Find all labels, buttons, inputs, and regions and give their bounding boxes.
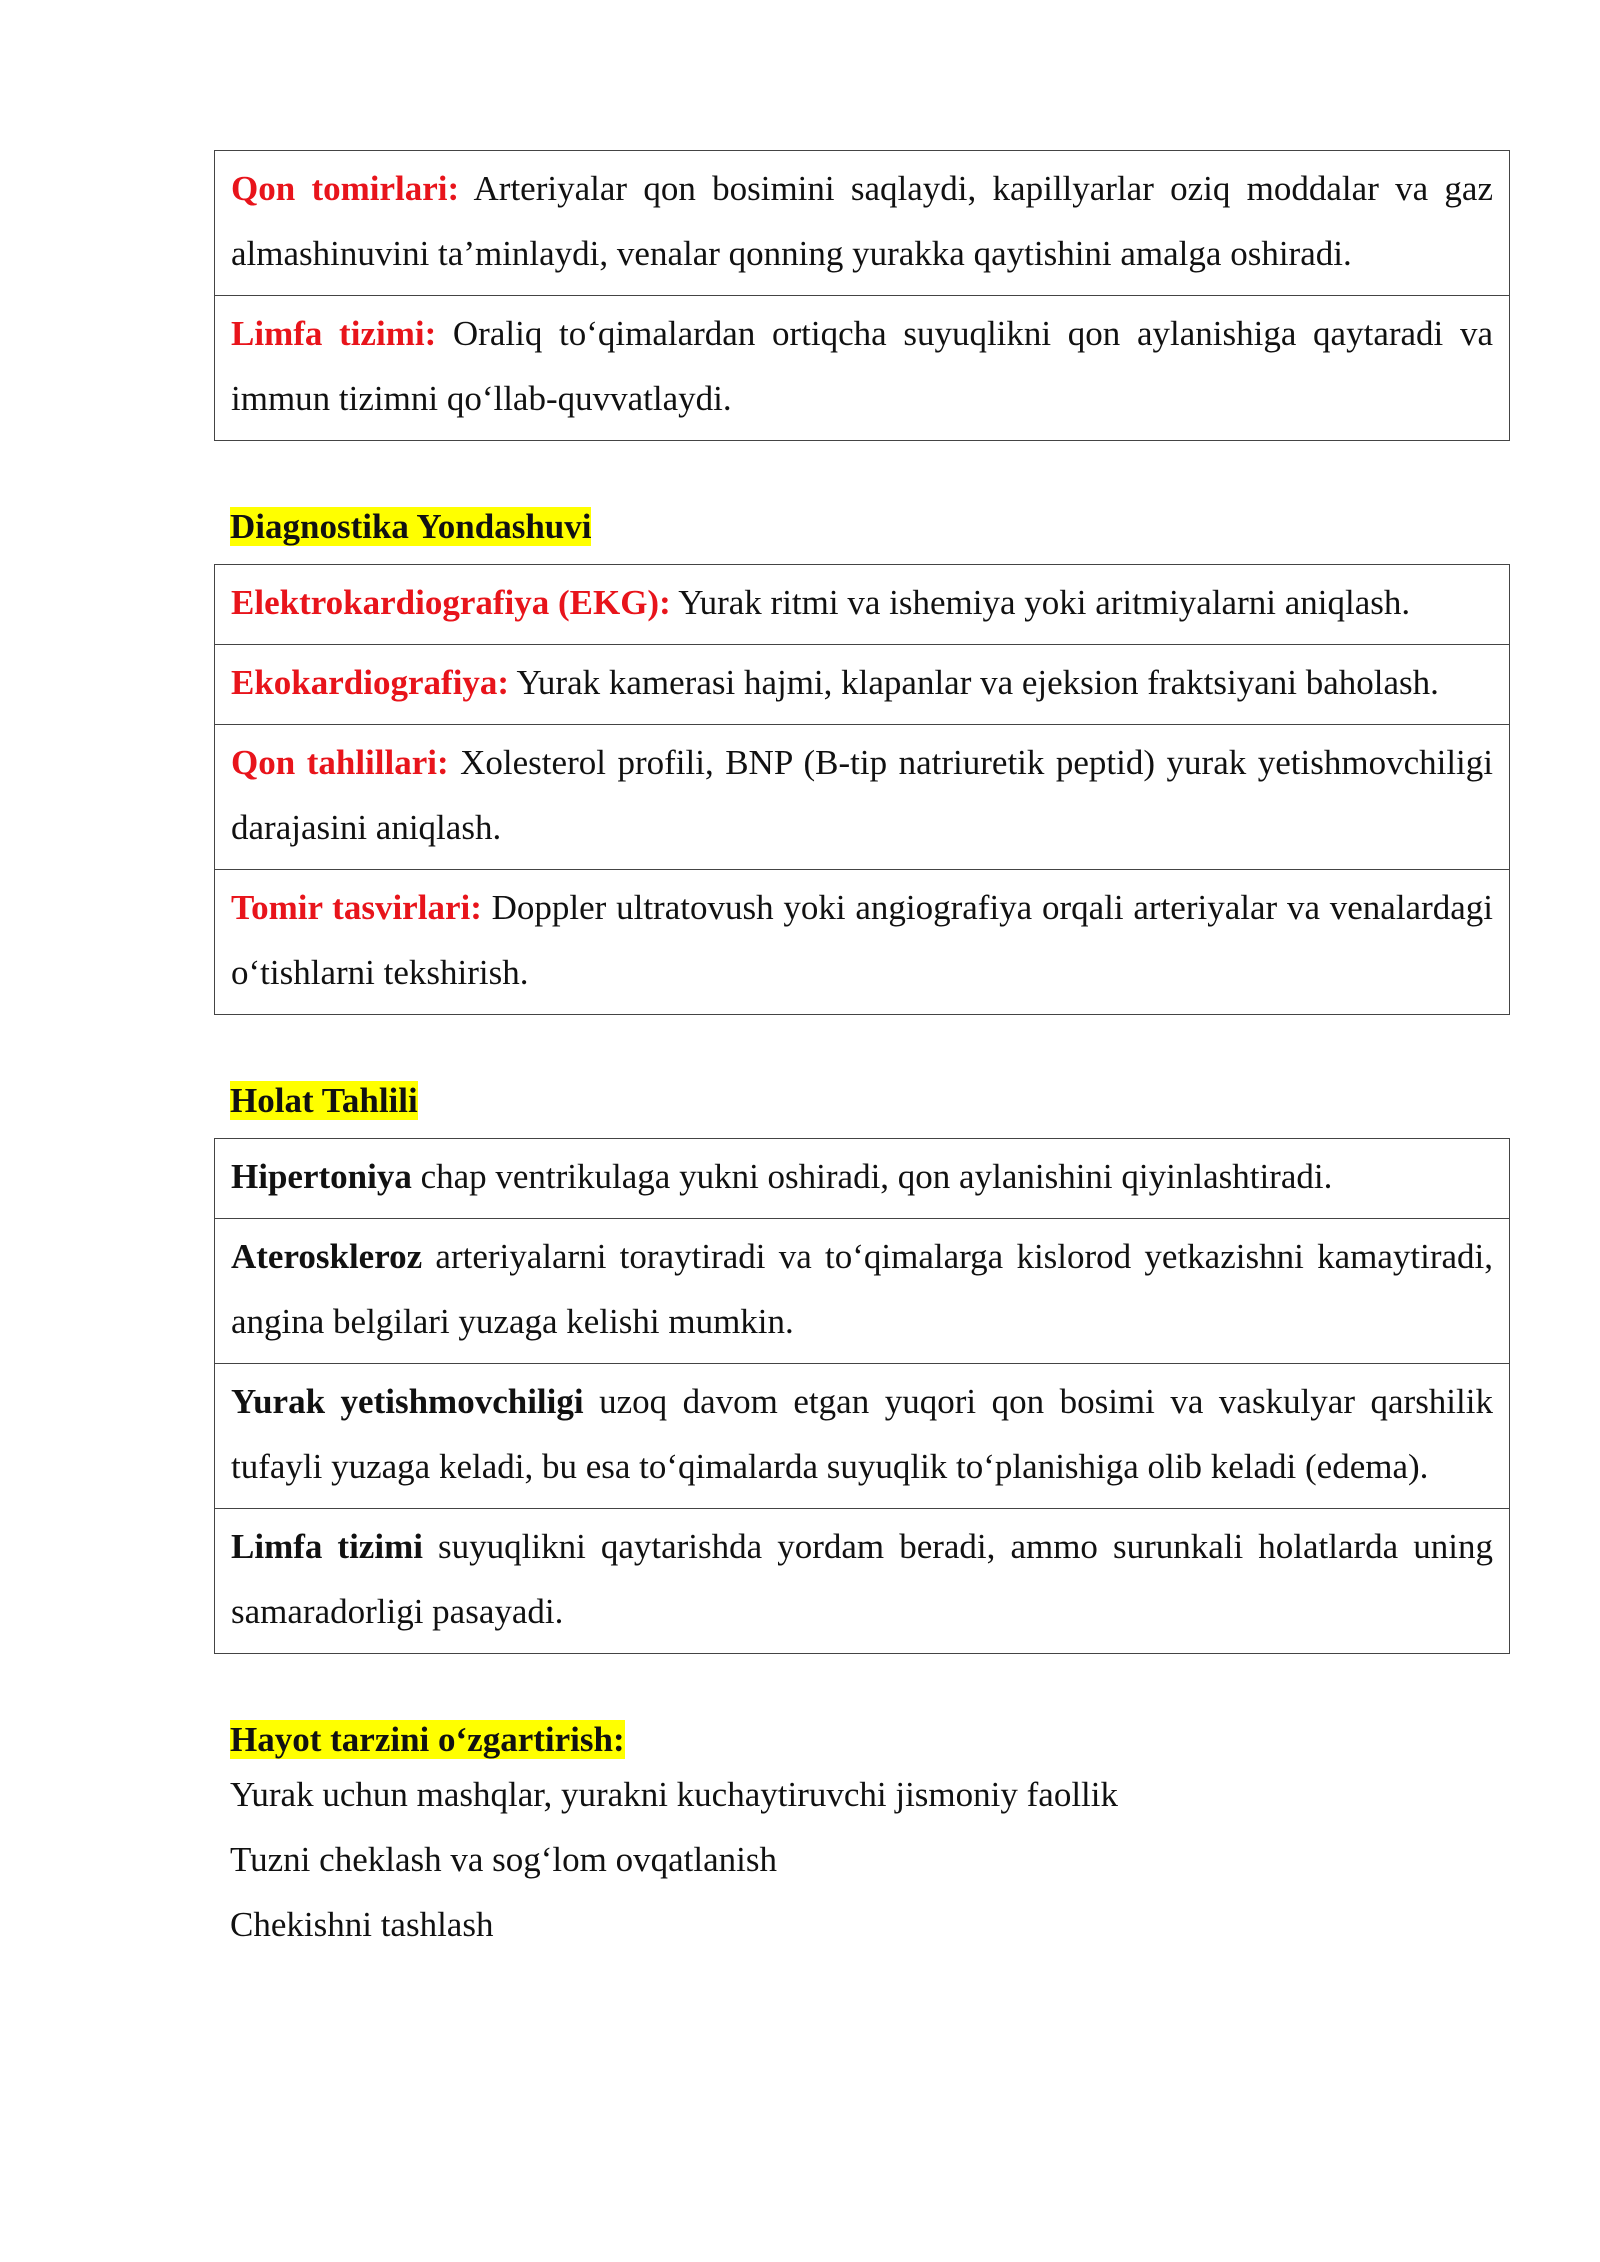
table-row [215, 644, 1509, 724]
row-text: suyuqlikni qaytarishda yordam beradi, ammo surunkali holatlarda uning samaradorligi pasayadi. [231, 1527, 1493, 1631]
row-text: Arteriyalar qon bosimini saqlaydi, kapillyarlar oziq moddalar va gaz almashinuvini ta’minlaydi, venalar qonning yurakka qaytishini amalga oshiradi. [231, 169, 1494, 273]
row-label: Ateroskleroz [231, 1237, 423, 1276]
row-label: Limfa tizimi: [231, 314, 437, 353]
row-label: Qon tahlillari: [231, 743, 449, 782]
table-row [215, 1363, 1509, 1508]
row-label: Limfa tizimi [231, 1527, 423, 1566]
row-label: Hipertoniya [231, 1157, 412, 1196]
list-item: Chekishni tashlash [230, 1905, 494, 1944]
row-text: Xolesterol profili, BNP (B-tip natriuretik peptid) yurak yetishmovchiligi darajasini aniqlash. [231, 743, 1494, 847]
table-row [215, 151, 1509, 295]
row-label: Yurak yetishmovchiligi [231, 1382, 584, 1421]
diagnostics-heading: Diagnostika Yondashuvi [230, 507, 592, 546]
row-text: Yurak ritmi va ishemiya yoki aritmiyalarni aniqlash. [670, 583, 1411, 622]
row-text: chap ventrikulaga yukni oshiradi, qon aylanishini qiyinlashtiradi. [411, 1157, 1333, 1196]
case-analysis-table [214, 1138, 1510, 1654]
table-row [215, 1139, 1509, 1218]
row-text: uzoq davom etgan yuqori qon bosimi va vaskulyar qarshilik tufayli yuzaga keladi, bu esa to‘qimalarda suyuqlik to‘planishiga olib keladi (edema). [231, 1382, 1493, 1486]
lifestyle-list [230, 1762, 1510, 1957]
document-page [214, 150, 1510, 1957]
diagnostics-table [214, 564, 1510, 1015]
row-label: Ekokardiografiya: [231, 663, 510, 702]
row-label: Qon tomirlari: [231, 169, 460, 208]
row-text: arteriyalarni toraytiradi va to‘qimalarga kislorod yetkazishni kamaytiradi, angina belgilari yuzaga kelishi mumkin. [231, 1237, 1493, 1341]
list-item: Tuzni cheklash va sog‘lom ovqatlanish [230, 1840, 777, 1879]
row-text: Oraliq to‘qimalardan ortiqcha suyuqlikni qon aylanishiga qaytaradi va immun tizimni qo‘llab-quvvatlaydi. [231, 314, 1493, 418]
table-row [215, 724, 1509, 869]
table-row [215, 295, 1509, 440]
row-label: Tomir tasvirlari: [231, 888, 482, 927]
row-text: Doppler ultratovush yoki angiografiya orqali arteriyalar va venalardagi o‘tishlarni tekshirish. [231, 888, 1493, 992]
case-analysis-heading: Holat Tahlili [230, 1081, 418, 1120]
lifestyle-heading: Hayot tarzini o‘zgartirish: [230, 1720, 625, 1759]
list-item: Yurak uchun mashqlar, yurakni kuchaytiruvchi jismoniy faollik [230, 1775, 1118, 1814]
table-row [215, 1218, 1509, 1363]
vascular-table [214, 150, 1510, 441]
row-text: Yurak kamerasi hajmi, klapanlar va ejeksion fraktsiyani baholash. [509, 663, 1439, 702]
table-row [215, 1508, 1509, 1653]
row-label: Elektrokardiografiya (EKG): [231, 583, 671, 622]
table-row [215, 869, 1509, 1014]
table-row [215, 565, 1509, 644]
